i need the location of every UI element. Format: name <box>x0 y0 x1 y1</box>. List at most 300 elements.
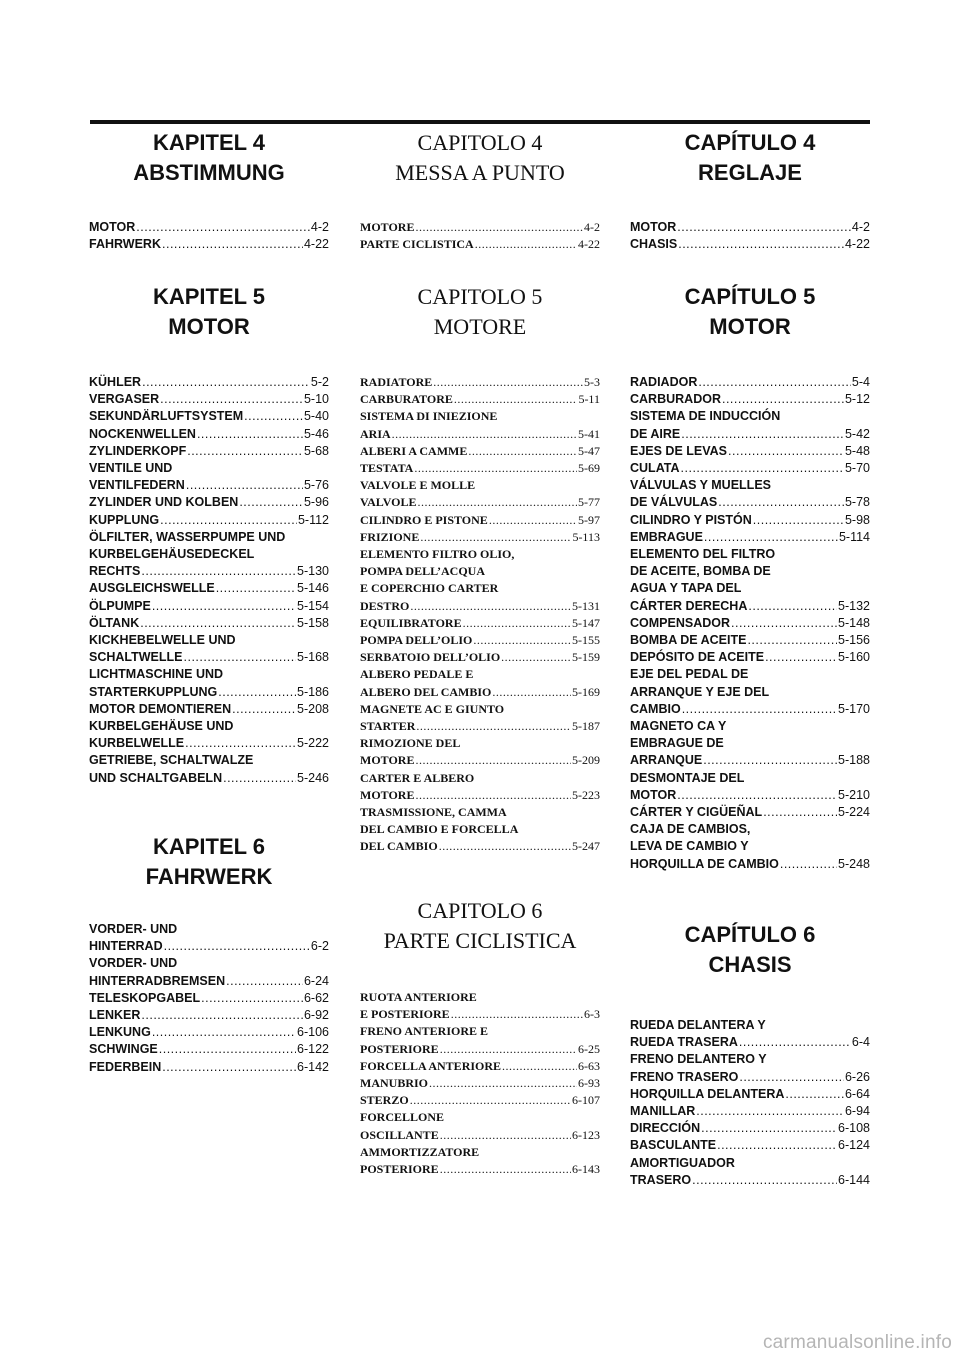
toc-entry[interactable] <box>630 1051 870 1085</box>
toc-entry-title: AUSGLEICHSWELLE <box>89 581 215 596</box>
chapter-subtitle: MOTOR <box>168 314 250 339</box>
toc-entry[interactable] <box>630 1103 870 1120</box>
toc-entry-title-line: DESMONTAJE DEL <box>630 770 745 785</box>
toc-entry[interactable] <box>360 804 600 856</box>
toc-entry[interactable] <box>630 236 870 253</box>
toc-entry[interactable] <box>89 426 329 443</box>
toc-entry[interactable] <box>89 374 329 391</box>
toc-entry-title-line: GETRIEBE, SCHALTWALZE <box>89 753 254 768</box>
dot-leader <box>753 512 844 529</box>
toc-entry[interactable] <box>630 804 870 821</box>
page-number: 5-77 <box>578 495 600 510</box>
toc-entry-title: UND SCHALTGABELN <box>89 770 223 785</box>
toc-entry[interactable] <box>89 1041 329 1058</box>
toc-entry-title: VALVOLE <box>360 495 417 510</box>
toc-list <box>89 374 329 787</box>
toc-entry-row <box>89 684 329 701</box>
toc-entry[interactable] <box>89 236 329 253</box>
dot-leader <box>677 219 851 236</box>
toc-entry[interactable] <box>630 821 870 873</box>
toc-entry[interactable] <box>89 443 329 460</box>
toc-entry-row <box>630 649 870 666</box>
page-number: 5-130 <box>297 564 329 579</box>
toc-entry[interactable] <box>360 701 600 735</box>
dot-leader <box>692 1172 837 1189</box>
toc-entry[interactable] <box>360 460 600 477</box>
toc-entry-title: DEPÓSITO DE ACEITE <box>630 650 765 665</box>
page-number: 6-92 <box>303 1008 329 1023</box>
toc-entry-title-line: MAGNETE AC E GIUNTO <box>360 701 505 716</box>
toc-entry[interactable] <box>360 1023 600 1057</box>
page-number: 6-143 <box>572 1162 600 1177</box>
toc-entry-title: MOTOR <box>630 787 677 802</box>
toc-list <box>630 219 870 253</box>
toc-entry[interactable] <box>89 1007 329 1024</box>
dot-leader <box>747 632 837 649</box>
page-number: 5-148 <box>838 615 870 630</box>
toc-entry[interactable] <box>89 580 329 597</box>
toc-entry[interactable] <box>360 477 600 511</box>
toc-entry-title: HINTERRAD <box>89 939 163 954</box>
toc-entry-row <box>89 391 329 408</box>
toc-entry-title-line: KURBELGEHÄUSE UND <box>89 719 234 734</box>
page-number: 5-168 <box>297 650 329 665</box>
toc-entry-title: DE VÁLVULAS <box>630 495 718 510</box>
dot-leader <box>162 1059 296 1076</box>
toc-entry[interactable] <box>89 632 329 666</box>
toc-entry[interactable] <box>630 615 870 632</box>
toc-entry-title: ALBERI A CAMME <box>360 443 468 458</box>
toc-entry[interactable] <box>89 615 329 632</box>
toc-entry[interactable] <box>89 391 329 408</box>
toc-entry[interactable] <box>89 955 329 989</box>
dot-leader <box>780 856 837 873</box>
toc-entry-row <box>360 494 600 511</box>
page-number: 6-142 <box>297 1059 329 1074</box>
page-number: 5-248 <box>838 856 870 871</box>
page-number: 5-160 <box>838 650 870 665</box>
dot-leader <box>185 735 296 752</box>
toc-entry-row <box>630 1034 870 1051</box>
page-number: 5-187 <box>572 719 600 734</box>
toc-entry-row <box>89 236 329 253</box>
chapter-title: KAPITEL 6 <box>152 834 266 859</box>
toc-entry-title: POMPA DELL’OLIO <box>360 633 473 648</box>
toc-entry[interactable] <box>360 770 600 804</box>
toc-entry-row <box>360 219 600 236</box>
toc-entry-row <box>630 856 870 873</box>
toc-list <box>89 219 329 253</box>
toc-entry[interactable] <box>89 460 329 494</box>
toc-entry[interactable] <box>630 529 870 546</box>
toc-entry-row <box>360 752 600 769</box>
toc-entry-title: ARRANQUE <box>630 753 703 768</box>
toc-entry-row <box>89 701 329 718</box>
dot-leader <box>415 787 571 804</box>
dot-leader <box>489 512 577 529</box>
toc-entry[interactable] <box>630 460 870 477</box>
toc-entry-row <box>630 632 870 649</box>
toc-entry-title: MOTOR <box>630 220 677 234</box>
toc-entry[interactable] <box>89 494 329 511</box>
toc-entry-title: LENKER <box>89 1008 141 1023</box>
toc-entry[interactable] <box>360 236 600 253</box>
toc-entry-title: CILINDRO Y PISTÓN <box>630 512 752 527</box>
toc-entry-title-line: DE ACEITE, BOMBA DE <box>630 564 771 579</box>
dot-leader <box>152 1024 296 1041</box>
toc-entry-row <box>630 1103 870 1120</box>
toc-entry-title: MANUBRIO <box>360 1076 428 1091</box>
dot-leader <box>136 219 310 236</box>
dot-leader <box>722 391 844 408</box>
dot-leader <box>681 426 844 443</box>
page-number: 4-22 <box>844 237 870 252</box>
dot-leader <box>696 1103 844 1120</box>
toc-entry[interactable] <box>360 1144 600 1178</box>
dot-leader <box>439 838 571 855</box>
toc-entry-row <box>89 649 329 666</box>
toc-entry[interactable] <box>89 598 329 615</box>
toc-entry[interactable] <box>630 408 870 442</box>
dot-leader <box>502 1058 577 1075</box>
toc-entry[interactable] <box>360 666 600 700</box>
toc-entry-title-line: SISTEMA DI INIEZIONE <box>360 409 498 424</box>
chapter-6-heading <box>89 832 329 892</box>
toc-entry-title-line: VORDER- UND <box>89 956 178 971</box>
toc-entry-row <box>360 615 600 632</box>
toc-entry-title: TRASERO <box>630 1172 692 1187</box>
page-number: 4-22 <box>578 237 600 252</box>
toc-entry-row <box>89 477 329 494</box>
page-number: 6-122 <box>297 1042 329 1057</box>
dot-leader <box>140 615 296 632</box>
page-number: 5-247 <box>572 839 600 854</box>
page-number: 5-154 <box>297 598 329 613</box>
toc-entry-row <box>630 426 870 443</box>
toc-entry-row <box>360 1006 600 1023</box>
toc-entry[interactable] <box>89 219 329 236</box>
toc-entry-title-line: LICHTMASCHINE UND <box>89 667 224 682</box>
toc-entry-title: DE AIRE <box>630 426 681 441</box>
toc-entry[interactable] <box>360 1109 600 1143</box>
toc-entry-title-line: VORDER- UND <box>89 922 178 936</box>
toc-entry-title: LENKUNG <box>89 1025 151 1040</box>
page-number: 5-114 <box>838 529 870 544</box>
toc-entry-title: STARTERKUPPLUNG <box>89 684 218 699</box>
toc-entry[interactable] <box>360 1075 600 1092</box>
toc-entry-row <box>360 718 600 735</box>
chapter-subtitle: FAHRWERK <box>145 864 273 889</box>
toc-entry[interactable] <box>89 718 329 752</box>
dot-leader <box>197 426 303 443</box>
toc-entry-row <box>89 1024 329 1041</box>
dot-leader <box>677 787 837 804</box>
page-number: 5-69 <box>578 461 600 476</box>
toc-entry[interactable] <box>630 718 870 770</box>
toc-entry[interactable] <box>630 374 870 391</box>
page-number: 5-208 <box>297 701 329 716</box>
page-number: 6-107 <box>572 1093 600 1108</box>
toc-entry[interactable] <box>630 1086 870 1103</box>
dot-leader <box>244 408 303 425</box>
dot-leader <box>160 512 297 529</box>
toc-entry-title: CARBURADOR <box>630 392 721 407</box>
toc-entry[interactable] <box>630 546 870 615</box>
toc-entry-title: CARBURATORE <box>360 392 453 407</box>
toc-entry-row <box>89 990 329 1007</box>
chapter-title: CAPITOLO 4 <box>417 130 543 155</box>
page-number: 5-132 <box>838 598 870 613</box>
toc-entry-row <box>630 615 870 632</box>
toc-entry[interactable] <box>360 443 600 460</box>
toc-entry-row <box>630 1120 870 1137</box>
toc-entry-title-line: TRASMISSIONE, CAMMA <box>360 805 507 820</box>
toc-entry-title: ÖLPUMPE <box>89 598 151 613</box>
toc-entry-title: ZYLINDERKOPF <box>89 443 187 458</box>
page-number: 5-76 <box>303 478 329 493</box>
toc-entry[interactable] <box>89 990 329 1007</box>
toc-entry[interactable] <box>360 391 600 408</box>
page-number: 5-3 <box>584 375 600 389</box>
toc-list <box>89 921 329 1076</box>
dot-leader <box>142 374 310 391</box>
toc-entry-row <box>630 1086 870 1103</box>
toc-entry[interactable] <box>360 408 600 442</box>
toc-entry-row <box>630 494 870 511</box>
toc-entry[interactable] <box>360 989 600 1023</box>
dot-leader <box>463 615 571 632</box>
dot-leader <box>415 752 571 769</box>
toc-entry-row <box>360 1075 600 1092</box>
toc-entry-row <box>630 219 870 236</box>
toc-entry-row <box>630 512 870 529</box>
dot-leader <box>473 632 571 649</box>
page-number: 5-131 <box>572 598 600 613</box>
toc-entry[interactable] <box>360 735 600 769</box>
toc-entry-title: RADIATORE <box>360 375 433 389</box>
toc-entry-row <box>630 374 870 391</box>
toc-entry-title: KURBELWELLE <box>89 736 185 751</box>
page-number: 6-63 <box>578 1058 600 1073</box>
toc-entry-row <box>360 1058 600 1075</box>
watermark: carmanualsonline.info <box>762 1332 952 1353</box>
toc-entry[interactable] <box>89 512 329 529</box>
toc-entry-row <box>630 598 870 615</box>
toc-entry-row <box>630 1137 870 1154</box>
toc-entry-title-line: LEVA DE CAMBIO Y <box>630 839 749 854</box>
toc-entry[interactable] <box>360 632 600 649</box>
toc-entry-title: CULATA <box>630 461 680 476</box>
toc-entry[interactable] <box>360 649 600 666</box>
chapter-4-heading <box>89 128 329 188</box>
toc-entry[interactable] <box>630 1017 870 1051</box>
toc-entry[interactable] <box>89 921 329 955</box>
toc-entry[interactable] <box>89 752 329 786</box>
toc-entry-title-line: AMORTIGUADOR <box>630 1155 735 1170</box>
toc-entry-title: FRENO TRASERO <box>630 1069 739 1084</box>
toc-entry-row <box>630 752 870 769</box>
toc-entry-title: E POSTERIORE <box>360 1007 450 1022</box>
toc-entry-title-line: E COPERCHIO CARTER <box>360 581 499 596</box>
toc-entry[interactable] <box>89 701 329 718</box>
toc-entry-row <box>89 563 329 580</box>
page-number: 5-222 <box>297 736 329 751</box>
toc-entry-title-line: RIMOZIONE DEL <box>360 736 461 751</box>
toc-entry-title-line: RUOTA ANTERIORE <box>360 990 477 1004</box>
dot-leader <box>429 1075 577 1092</box>
toc-entry-title-line: VALVOLE E MOLLE <box>360 478 476 493</box>
page-number: 5-46 <box>303 426 329 441</box>
dot-leader <box>223 770 296 787</box>
page-number: 5-12 <box>844 392 870 407</box>
chapter-title: KAPITEL 5 <box>152 284 266 309</box>
page-number: 4-2 <box>584 220 600 234</box>
dot-leader <box>216 580 296 597</box>
toc-entry-title-line: CAJA DE CAMBIOS, <box>630 822 751 837</box>
toc-entry-title-line: KURBELGEHÄUSEDECKEL <box>89 547 255 562</box>
toc-entry-row <box>360 632 600 649</box>
toc-entry[interactable] <box>630 391 870 408</box>
toc-entry-title-line: RUEDA DELANTERA Y <box>630 1018 766 1032</box>
toc-entry-row <box>89 426 329 443</box>
toc-entry[interactable] <box>630 1137 870 1154</box>
toc-entry[interactable] <box>360 615 600 632</box>
toc-entry-title-line: SISTEMA DE INDUCCIÓN <box>630 409 781 424</box>
toc-entry-title: MOTOR DEMONTIEREN <box>89 701 232 716</box>
toc-entry-row <box>360 391 600 408</box>
toc-entry[interactable] <box>360 219 600 236</box>
toc-entry-title-line: POMPA DELL’ACQUA <box>360 564 486 579</box>
toc-entry-row <box>89 735 329 752</box>
page-number: 5-186 <box>297 684 329 699</box>
toc-entry-title-line: KICKHEBELWELLE UND <box>89 633 236 648</box>
toc-entry-title-line: ELEMENTO DEL FILTRO <box>630 547 776 562</box>
page-number: 4-2 <box>310 220 329 234</box>
page-number: 5-170 <box>838 701 870 716</box>
toc-entry-row <box>89 1059 329 1076</box>
toc-entry-row <box>89 1007 329 1024</box>
chapter-title: CAPÍTULO 4 <box>684 130 816 155</box>
page-number: 5-224 <box>838 805 870 820</box>
dot-leader <box>226 973 303 990</box>
dot-leader <box>433 374 583 391</box>
toc-entry[interactable] <box>89 529 329 581</box>
toc-entry-title-line: MAGNETO CA Y <box>630 719 727 734</box>
toc-entry[interactable] <box>89 666 329 700</box>
toc-entry-row <box>630 804 870 821</box>
dot-leader <box>739 1069 844 1086</box>
toc-entry-title: BOMBA DE ACEITE <box>630 633 747 648</box>
toc-entry[interactable] <box>360 1058 600 1075</box>
toc-entry[interactable] <box>630 649 870 666</box>
toc-entry-title: FAHRWERK <box>89 237 161 252</box>
toc-entry-title-line: ÖLFILTER, WASSERPUMPE UND <box>89 529 286 544</box>
dot-leader <box>392 426 577 443</box>
page-number: 5-158 <box>297 615 329 630</box>
dot-leader <box>232 701 296 718</box>
toc-entry-title: HORQUILLA DE CAMBIO <box>630 856 779 871</box>
dot-leader <box>152 598 296 615</box>
toc-entry-row <box>630 529 870 546</box>
toc-entry[interactable] <box>630 666 870 718</box>
toc-entry[interactable] <box>89 1059 329 1076</box>
page-number: 6-144 <box>838 1172 870 1187</box>
toc-entry-row <box>89 1041 329 1058</box>
page-number: 5-40 <box>303 409 329 424</box>
toc-entry[interactable] <box>89 408 329 425</box>
toc-entry-title-line: EJE DEL PEDAL DE <box>630 667 749 682</box>
page-number: 6-62 <box>303 990 329 1005</box>
page-number: 5-209 <box>572 753 600 768</box>
toc-list <box>360 219 600 253</box>
toc-entry-title: ÖLTANK <box>89 615 140 630</box>
chapter-5-heading <box>360 282 600 342</box>
toc-entry-row <box>630 443 870 460</box>
page-number: 6-123 <box>572 1127 600 1142</box>
toc-entry-title: CILINDRO E PISTONE <box>360 512 488 527</box>
toc-entry-row <box>89 580 329 597</box>
toc-entry-row <box>630 1069 870 1086</box>
toc-entry-row <box>360 512 600 529</box>
toc-entry-title: CHASIS <box>630 237 678 252</box>
toc-entry-row <box>360 684 600 701</box>
toc-entry-row <box>360 787 600 804</box>
toc-entry[interactable] <box>630 512 870 529</box>
toc-entry[interactable] <box>630 1155 870 1189</box>
toc-entry-title: FEDERBEIN <box>89 1059 162 1074</box>
toc-entry-row <box>360 1092 600 1109</box>
chapter-subtitle: ABSTIMMUNG <box>133 160 285 185</box>
toc-entry-title: STARTER <box>360 719 416 734</box>
page-number: 6-2 <box>310 939 329 954</box>
toc-entry[interactable] <box>630 632 870 649</box>
dot-leader <box>451 1006 583 1023</box>
toc-entry-title: SEKUNDÄRLUFTSYSTEM <box>89 409 244 424</box>
toc-entry[interactable] <box>630 219 870 236</box>
toc-entry[interactable] <box>89 1024 329 1041</box>
toc-entry-row <box>360 460 600 477</box>
dot-leader <box>162 236 303 253</box>
dot-leader <box>164 938 310 955</box>
chapter-subtitle: MOTORE <box>433 314 527 339</box>
toc-entry[interactable] <box>630 477 870 511</box>
dot-leader <box>701 1120 837 1137</box>
toc-entry[interactable] <box>360 374 600 391</box>
toc-entry[interactable] <box>630 443 870 460</box>
toc-entry-title: CÁRTER Y CIGÜEÑAL <box>630 805 763 820</box>
toc-entry[interactable] <box>360 512 600 529</box>
chapter-subtitle: MESSA A PUNTO <box>395 160 565 185</box>
page-number: 5-113 <box>572 529 600 544</box>
toc-entry[interactable] <box>630 1120 870 1137</box>
toc-entry-title: TELESKOPGABEL <box>89 990 201 1005</box>
dot-leader <box>717 1137 837 1154</box>
toc-entry[interactable] <box>630 770 870 804</box>
toc-entry[interactable] <box>360 529 600 546</box>
toc-entry[interactable] <box>360 1092 600 1109</box>
toc-entry-row <box>360 598 600 615</box>
toc-entry-row <box>360 374 600 391</box>
toc-entry-row <box>630 460 870 477</box>
dot-leader <box>159 1041 296 1058</box>
dot-leader <box>765 649 837 666</box>
dot-leader <box>417 494 577 511</box>
toc-entry[interactable] <box>360 546 600 615</box>
page-number: 6-108 <box>838 1121 870 1136</box>
dot-leader <box>414 460 577 477</box>
toc-entry-title: EQUILIBRATORE <box>360 615 462 630</box>
page-number: 5-188 <box>838 753 870 768</box>
